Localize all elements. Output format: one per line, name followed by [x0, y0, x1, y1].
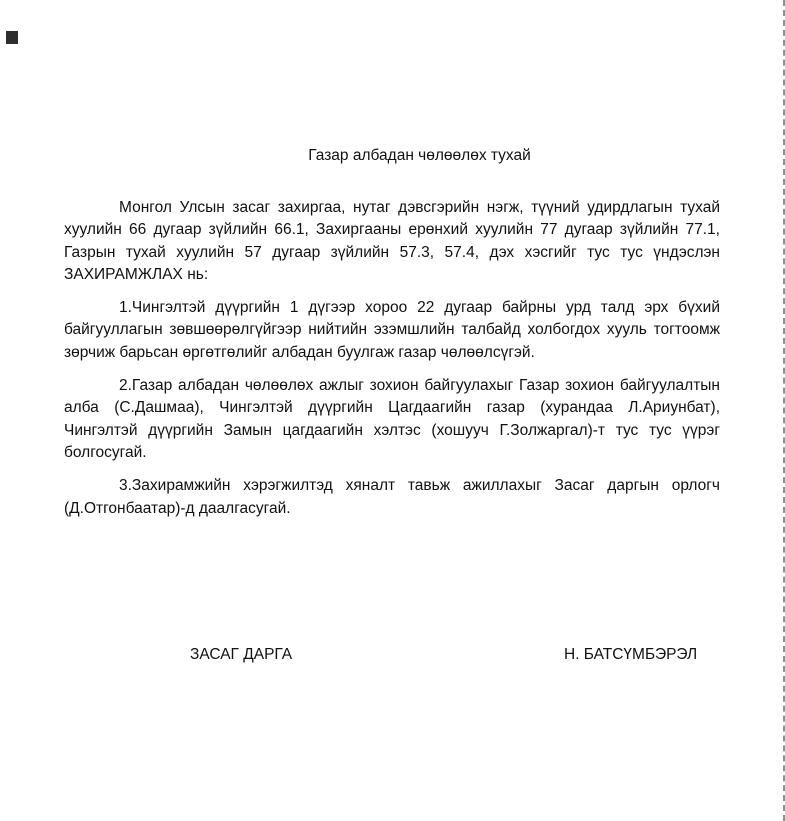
clause-3-paragraph: 3.Захирамжийн хэрэгжилтэд хяналт тавьж ажиллахыг Засаг даргын орлогч (Д.Отгонбаатар)-д даалгасугай. [64, 477, 720, 517]
document-title: Газар албадан чөлөөлөх тухай [308, 147, 531, 164]
signature-role: ЗАСАГ ДАРГА [190, 646, 293, 663]
scan-artifact-square [6, 31, 18, 44]
signature-name: Н. БАТСҮМБЭРЭЛ [564, 646, 698, 663]
clause-2-paragraph: 2.Газар албадан чөлөөлөх ажлыг зохион байгуулахыг Газар зохион байгуулалтын алба (С.Дашмаа), Чингэлтэй дүүргийн Цагдаагийн газар (хурандаа Л.Ариунбат), Чингэлтэй дүүргийн Замын цагдаагийн хэлтэс (хошууч Г.Золжаргал)-т тус тус үүрэг болгосугай. [64, 377, 720, 461]
clause-1-paragraph: 1.Чингэлтэй дүүргийн 1 дүгээр хороо 22 дугаар байрны урд талд эрх бүхий байгууллагын зөвшөөрөлгүйгээр нийтийн эзэмшлийн талбайд холбогдох хууль тогтоомж зөрчиж барьсан өргөтгөлийг албадан буулгаж газар чөлөөлсүгэй. [64, 299, 720, 361]
signature-row [64, 646, 720, 668]
preamble-paragraph: Монгол Улсын засаг захиргаа, нутаг дэвсгэрийн нэгж, түүний удирдлагын тухай хуулийн 66 дугаар зүйлийн 66.1, Захиргааны ерөнхий хуулийн 77 дугаар зүйлийн 77.1, Газрын тухай хуулийн 57 дугаар зүйлийн 57.3, 57.4, дэх хэсгийг тус тус үндэслэн ЗАХИРАМЖЛАХ нь: [64, 199, 720, 283]
document-body [64, 197, 720, 531]
